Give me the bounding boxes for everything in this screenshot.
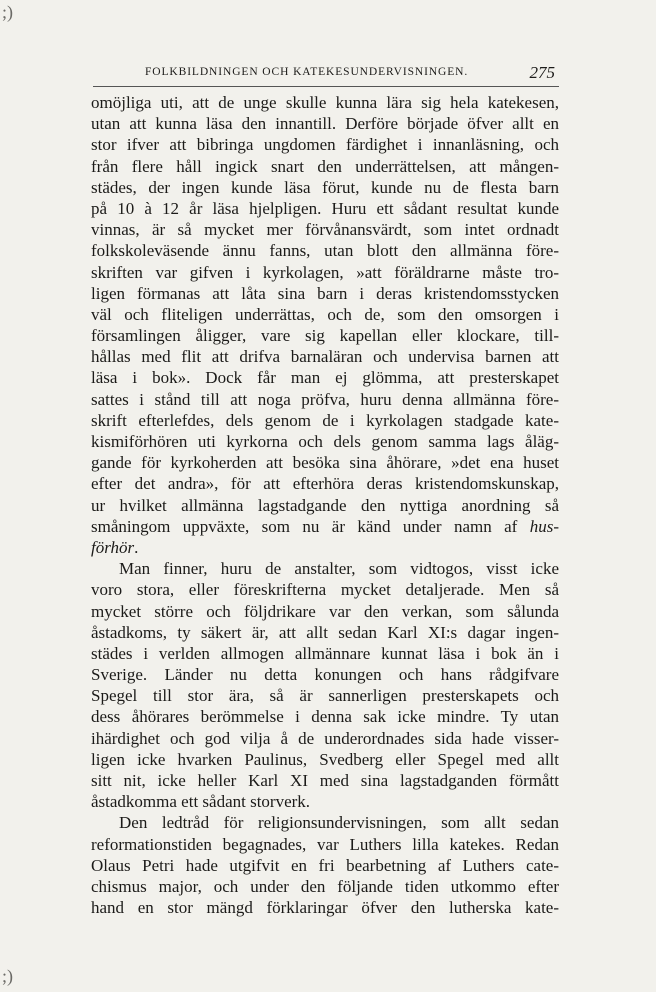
paragraph-1 xyxy=(91,92,559,558)
text-line: kismiförhören uti kyrkorna och dels genom samma lags åläg- xyxy=(91,432,559,451)
paragraph-3 xyxy=(91,812,559,918)
text-line: städes i verlden allmogen allmännare kunnat läsa i bok än i xyxy=(91,643,559,663)
text-line: Man finner, huru de anstalter, som vidtogos, visst icke xyxy=(119,559,559,579)
text-line: reformationstiden begagnades, var Luthers lilla katekes. Redan xyxy=(91,834,559,854)
text-line: voro stora, eller föreskrifterna mycket detaljerade. Men så xyxy=(91,580,559,600)
text-line: läsa i bok». Dock får man ej glömma, att presterskapet xyxy=(91,368,559,388)
text-line: sitt nit, icke heller Karl XI med sina lagstadganden förmått xyxy=(91,771,559,790)
text-line: efter det andra», för att efterhöra deras kristendomskunskap, xyxy=(91,474,559,494)
text-line: hållas med flit att drifva barnaläran och undervisa barnen att xyxy=(91,347,559,367)
text-line: på 10 à 12 år läsa hjelpligen. Huru ett sådant resultat kunde xyxy=(91,198,559,218)
header-rule xyxy=(93,86,559,87)
text-line: skrift efterlefdes, dels genom de i kyrkolagen stadgade kate- xyxy=(91,410,559,430)
text-line: sattes i stånd till att noga pröfva, huru denna allmänna före- xyxy=(91,389,559,409)
text-line: mycket större och följdrikare var den verkan, som sålunda xyxy=(91,601,559,621)
text-line: omöjliga uti, att de unge skulle kunna lära sig hela katekesen, xyxy=(91,93,559,112)
text-line: från flere håll ingick snart den underrättelsen, att mången- xyxy=(91,156,559,176)
text-line: Olaus Petri hade utgifvit en fri bearbetning af Luthers cate- xyxy=(91,855,559,875)
running-header xyxy=(93,65,559,85)
text-line: ihärdighet och god vilja å de underordnades sida hade visser- xyxy=(91,728,559,748)
text-line: städes, der ingen kunde läsa förut, kunde nu de flesta barn xyxy=(91,177,559,197)
text-line: ur hvilket allmänna lagstadgande den nyttiga anordning så xyxy=(91,495,559,515)
text-line-closing xyxy=(91,537,559,558)
text-line: vinnas, är så mycket mer förvånansvärdt, som intet ordnadt xyxy=(91,220,559,240)
text-line: folkskoleväsende ännu fanns, utan blott den allmänna före- xyxy=(91,241,559,261)
italic-term-end: förhör xyxy=(91,537,135,557)
text-line: ligen icke hvarken Paulinus, Svedberg eller Spegel med allt xyxy=(91,749,559,769)
text-line: stor ifver att bibringa ungdomen färdighet i innanläsning, och xyxy=(91,135,559,155)
text-line: åstadkomma ett sådant storverk. xyxy=(91,792,311,812)
text-line: ligen förmanas att låta sina barn i deras kristendomsstycken xyxy=(91,283,559,303)
text-line: åstadkoms, ty säkert är, att allt sedan Karl XI:s dagar ingen- xyxy=(91,622,559,642)
text-line: Spegel till stor ära, så är sannerligen presterskapets och xyxy=(91,686,559,706)
italic-term-start: hus- xyxy=(529,516,560,536)
body-text xyxy=(91,92,559,918)
text-line: utan att kunna läsa den innantill. Derföre började öfver allt en xyxy=(91,114,559,134)
text-line-with-italic-tail xyxy=(91,516,559,537)
text-line: väl och fliteligen underrättas, och de, som den omsorgen i xyxy=(91,304,559,324)
text-line: hand en stor mängd förklaringar öfver den lutherska kate- xyxy=(91,898,559,918)
page-number: 275 xyxy=(529,63,555,82)
text-line: församlingen åligger, vare sig kapellan eller klockare, till- xyxy=(91,326,559,346)
text-line: Sverige. Länder nu detta konungen och hans rådgifvare xyxy=(91,665,559,685)
running-title: FOLKBILDNINGEN OCH KATEKESUNDERVISNINGEN. xyxy=(145,66,469,78)
paragraph-2 xyxy=(91,558,559,812)
text-segment: . xyxy=(134,537,139,557)
text-line: Den ledtråd för religionsundervisningen, som allt sedan xyxy=(119,813,559,833)
text-line: chismus major, och under den följande tiden utkommo efter xyxy=(91,876,559,896)
margin-mark-bottom: ;) xyxy=(2,966,13,986)
text-segment: småningom uppväxte, som nu är känd under namn af xyxy=(91,516,518,536)
text-line: dess åhörares berömmelse i denna sak icke mindre. Ty utan xyxy=(91,707,559,727)
text-line: gande för kyrkoherden att besöka sina åhörare, »det ena huset xyxy=(91,453,559,473)
margin-mark-top: ;) xyxy=(2,2,13,22)
text-line: skriften var gifven i kyrkolagen, »att föräldrarne måste tro- xyxy=(91,262,559,282)
